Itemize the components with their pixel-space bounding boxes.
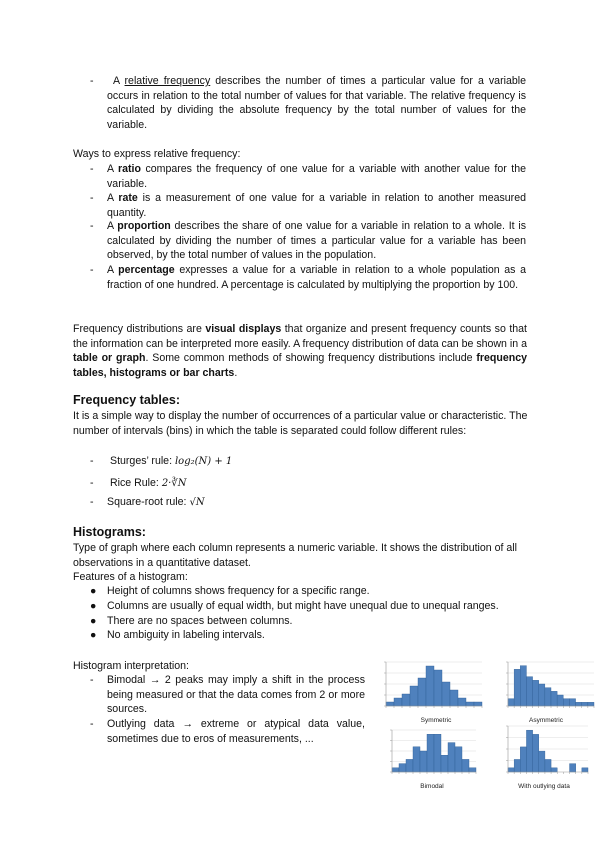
histogram-bar: [520, 747, 526, 772]
bullet-icon: ●: [90, 615, 97, 627]
histogram-bar: [442, 682, 450, 706]
histogram-bar: [588, 702, 594, 706]
square-root-formula: √N: [189, 497, 205, 508]
sturges-formula: log₂(N) + 1: [174, 456, 233, 467]
relative-frequency-paragraph: A relative frequency describes the number of times a particular value for a variable occurs in relation to the total number of values for that variable. The relative frequency is calculated by dividing the absolute frequency by the total number of values for the variable.: [107, 75, 526, 131]
symmetric-caption: Symmetric: [420, 717, 452, 724]
histogram-bar: [410, 686, 418, 706]
histogram-bar: [466, 702, 474, 706]
histogram-bar: [582, 702, 588, 706]
histogram-bar: [514, 759, 520, 772]
histogram-bar: [514, 669, 520, 706]
relative-frequency-term: relative frequency: [124, 75, 211, 87]
histogram-bar: [392, 768, 399, 772]
ratio-item: A ratio compares the frequency of one value for a variable with another value for the variable.: [107, 163, 526, 190]
histogram-bar: [418, 678, 426, 706]
histogram-bar: [570, 764, 576, 772]
histogram-bar: [458, 698, 466, 706]
histograms-heading: Histograms:: [73, 525, 146, 539]
list-dash: -: [90, 264, 94, 276]
bullet-icon: ●: [90, 585, 97, 597]
histogram-bar: [557, 695, 563, 706]
proportion-item: A proportion describes the share of one value for a variable in relation to a whole. It is calculated by dividing the number of times a particular value for a variable has been observed, by the total number of values in the population.: [107, 220, 526, 262]
histogram-bar: [406, 759, 413, 772]
histogram-bar: [420, 751, 427, 772]
list-dash: -: [90, 75, 94, 87]
histogram-bar: [551, 691, 557, 706]
bimodal-histogram: [382, 728, 478, 778]
list-dash: -: [90, 163, 94, 175]
histogram-bar: [474, 702, 482, 706]
bullet-icon: ●: [90, 629, 97, 641]
histogram-bar: [434, 734, 441, 772]
histogram-bar: [427, 734, 434, 772]
feature-item: Height of columns shows frequency for a specific range.: [107, 585, 370, 597]
histogram-bar: [441, 755, 448, 772]
histogram-bar: [469, 768, 476, 772]
histogram-bar: [533, 734, 539, 772]
ways-heading: Ways to express relative frequency:: [73, 148, 241, 160]
sturges-rule: Sturges’ rule: log₂(N) + 1: [110, 455, 233, 467]
histogram-bar: [569, 699, 575, 706]
histogram-bar: [526, 730, 532, 772]
histogram-bar: [508, 768, 514, 772]
list-dash: -: [90, 718, 94, 730]
bullet-icon: ●: [90, 600, 97, 612]
histogram-bar: [539, 751, 545, 772]
histogram-bar: [394, 698, 402, 706]
histogram-bar: [533, 680, 539, 706]
feature-item: Columns are usually of equal width, but might have unequal due to unequal ranges.: [107, 600, 499, 612]
feature-item: There are no spaces between columns.: [107, 615, 293, 627]
bimodal-caption: Bimodal: [420, 783, 444, 790]
list-dash: -: [90, 220, 94, 232]
histogram-bar: [399, 764, 406, 772]
histogram-bar: [563, 699, 569, 706]
list-dash: -: [90, 192, 94, 204]
histogram-bar: [402, 694, 410, 706]
histogram-bar: [526, 677, 532, 706]
list-dash: -: [90, 477, 94, 489]
feature-item: No ambiguity in labeling intervals.: [107, 629, 265, 641]
rice-rule: Rice Rule: 2·∛N: [110, 477, 187, 489]
asymmetric-caption: Asymmetric: [529, 717, 563, 724]
histogram-bar: [520, 666, 526, 706]
histograms-text: Type of graph where each column represents a numeric variable. It shows the distribution of all observations in a quantitative dataset.: [73, 542, 517, 569]
list-dash: -: [90, 496, 94, 508]
outlying-caption: With outlying data: [518, 783, 570, 790]
histogram-bar: [582, 768, 588, 772]
list-dash: -: [90, 674, 94, 686]
histogram-bar: [434, 670, 442, 706]
bimodal-item: Bimodal → 2 peaks may imply a shift in the process being measured or that the data comes from 2 or more sources.: [107, 674, 365, 716]
histogram-figure: [376, 660, 596, 795]
histogram-bar: [450, 690, 458, 706]
asymmetric-histogram: [498, 660, 596, 712]
histogram-bar: [448, 743, 455, 772]
square-root-rule: Square-root rule: √N: [107, 496, 205, 508]
histogram-bar: [545, 759, 551, 772]
histogram-bar: [576, 702, 582, 706]
histogram-bar: [508, 699, 514, 706]
frequency-distributions-paragraph: Frequency distributions are visual displays that organize and present frequency counts so that the information can be interpreted more easily. A frequency distribution of data can be shown in a table or graph. Some common methods of showing frequency distributions include frequency tables, histograms or bar charts.: [73, 323, 528, 379]
outlying-histogram: [498, 724, 590, 778]
histogram-bar: [426, 666, 434, 706]
histogram-bar: [462, 759, 469, 772]
histogram-bar: [455, 747, 462, 772]
frequency-tables-heading: Frequency tables:: [73, 393, 180, 407]
list-dash: -: [90, 455, 94, 467]
frequency-tables-text: It is a simple way to display the number of occurrences of a particular value or characteristic. The number of intervals (bins) in which the table is separated could follow different rules:: [73, 410, 528, 437]
percentage-item: A percentage expresses a value for a variable in relation to a whole population as a fraction of one hundred. A percentage is calculated by multiplying the proportion by 100.: [107, 264, 526, 291]
outlying-item: Outlying data → extreme or atypical data value, sometimes due to eros of measurements, ...: [107, 718, 365, 745]
features-heading: Features of a histogram:: [73, 571, 188, 583]
histogram-bar: [539, 684, 545, 706]
histogram-bar: [413, 747, 420, 772]
rate-item: A rate is a measurement of one value for a variable in relation to another measured quantity.: [107, 192, 526, 219]
rice-formula: 2·∛N: [161, 478, 187, 489]
histogram-bar: [551, 768, 557, 772]
interpretation-heading: Histogram interpretation:: [73, 660, 189, 672]
symmetric-histogram: [376, 660, 484, 712]
histogram-bar: [386, 702, 394, 706]
histogram-bar: [545, 688, 551, 706]
